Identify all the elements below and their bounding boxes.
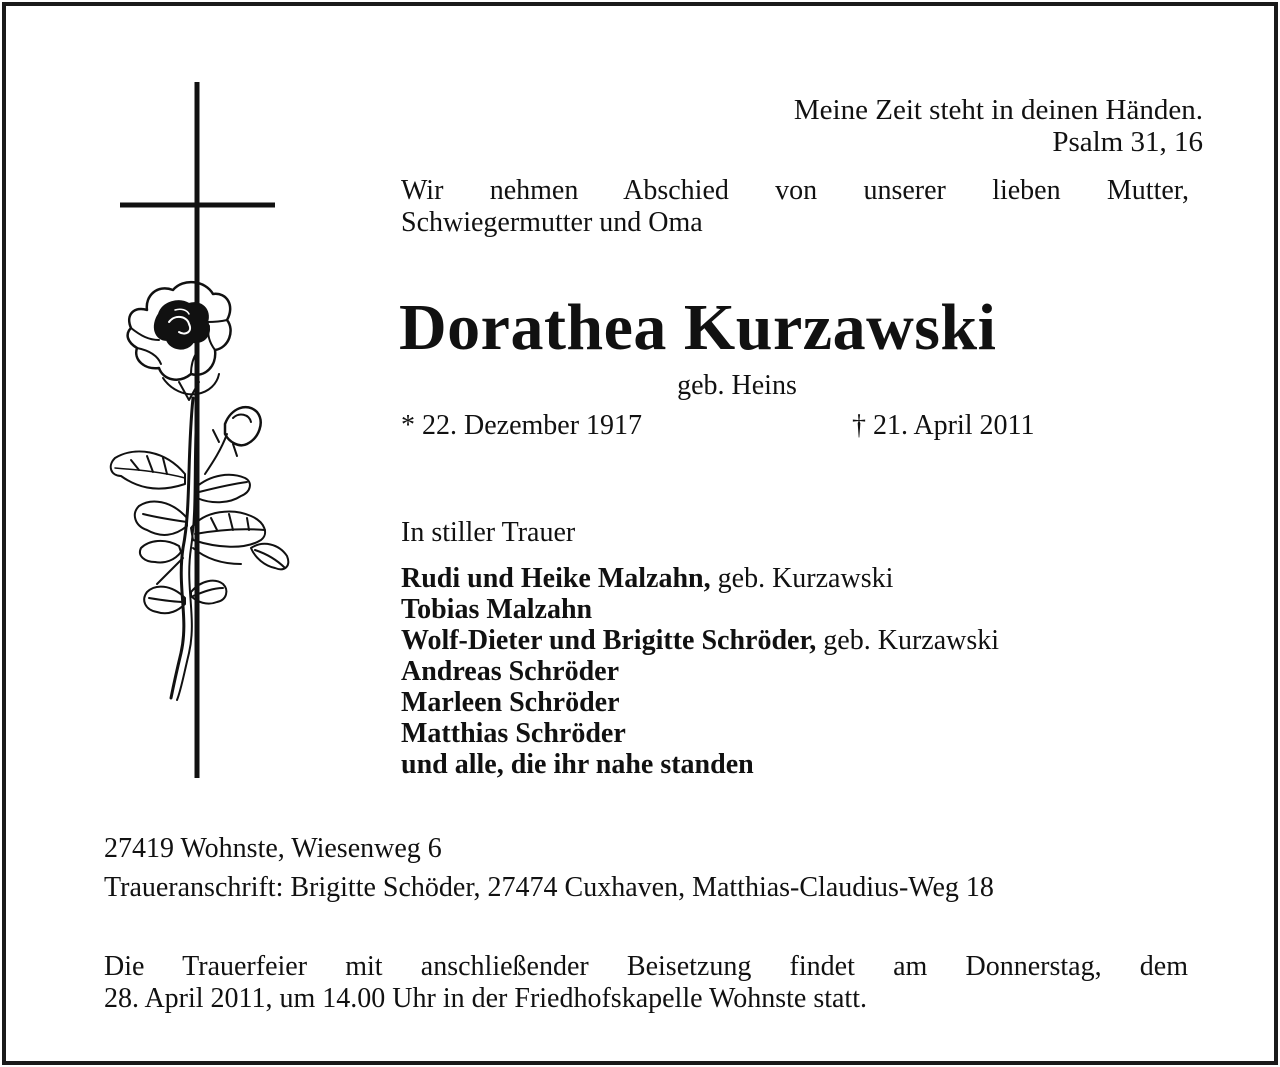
funeral-service-info <box>104 951 1188 1015</box>
mourner-name: Tobias Malzahn <box>401 594 593 625</box>
mourner-name: Andreas Schröder <box>401 656 620 687</box>
deceased-name: Dorathea Kurzawski <box>399 291 997 364</box>
psalm-quote <box>526 94 1203 158</box>
address-block <box>104 833 994 903</box>
farewell-intro <box>401 175 1189 239</box>
mourner-entry <box>401 594 999 625</box>
funeral-service-line-2: 28. April 2011, um 14.00 Uhr in der Friedhofskapelle Wohnste statt. <box>104 983 867 1014</box>
mourner-name: Matthias Schröder <box>401 718 626 749</box>
death-date: † 21. April 2011 <box>852 410 1035 441</box>
mourner-name: Rudi und Heike Malzahn, <box>401 563 711 594</box>
birth-date: * 22. Dezember 1917 <box>401 410 643 441</box>
obituary-notice <box>2 2 1278 1065</box>
mourning-label: In stiller Trauer <box>401 517 576 548</box>
mourners-list <box>401 563 999 780</box>
mourning-address: Traueranschrift: Brigitte Schöder, 27474 Cuxhaven, Matthias-Claudius-Weg 18 <box>104 872 994 903</box>
mourner-entry <box>401 563 999 594</box>
mourner-entry <box>401 656 999 687</box>
mourner-entry <box>401 625 999 656</box>
mourner-name: Wolf-Dieter und Brigitte Schröder, <box>401 625 817 656</box>
mourner-entry <box>401 749 999 780</box>
funeral-service-line-1: Die Trauerfeier mit anschließender Beisetzung findet am Donnerstag, dem <box>104 951 1188 982</box>
psalm-reference: Psalm 31, 16 <box>1052 126 1203 158</box>
mourner-maiden-name: geb. Kurzawski <box>710 563 894 594</box>
mourner-name: Marleen Schröder <box>401 687 620 718</box>
farewell-intro-line-1: Wir nehmen Abschied von unserer lieben Mutter, <box>401 175 1189 206</box>
mourner-entry <box>401 687 999 718</box>
cross-with-rose-icon <box>101 78 301 783</box>
farewell-intro-line-2: Schwiegermutter und Oma <box>401 207 703 238</box>
psalm-quote-text: Meine Zeit steht in deinen Händen. <box>793 94 1203 126</box>
maiden-name: geb. Heins <box>677 370 797 401</box>
cross-icon <box>120 82 275 778</box>
mourner-name: und alle, die ihr nahe standen <box>401 749 754 780</box>
mourner-maiden-name: geb. Kurzawski <box>816 625 1000 656</box>
mourner-entry <box>401 718 999 749</box>
home-address: 27419 Wohnste, Wiesenweg 6 <box>104 833 442 864</box>
